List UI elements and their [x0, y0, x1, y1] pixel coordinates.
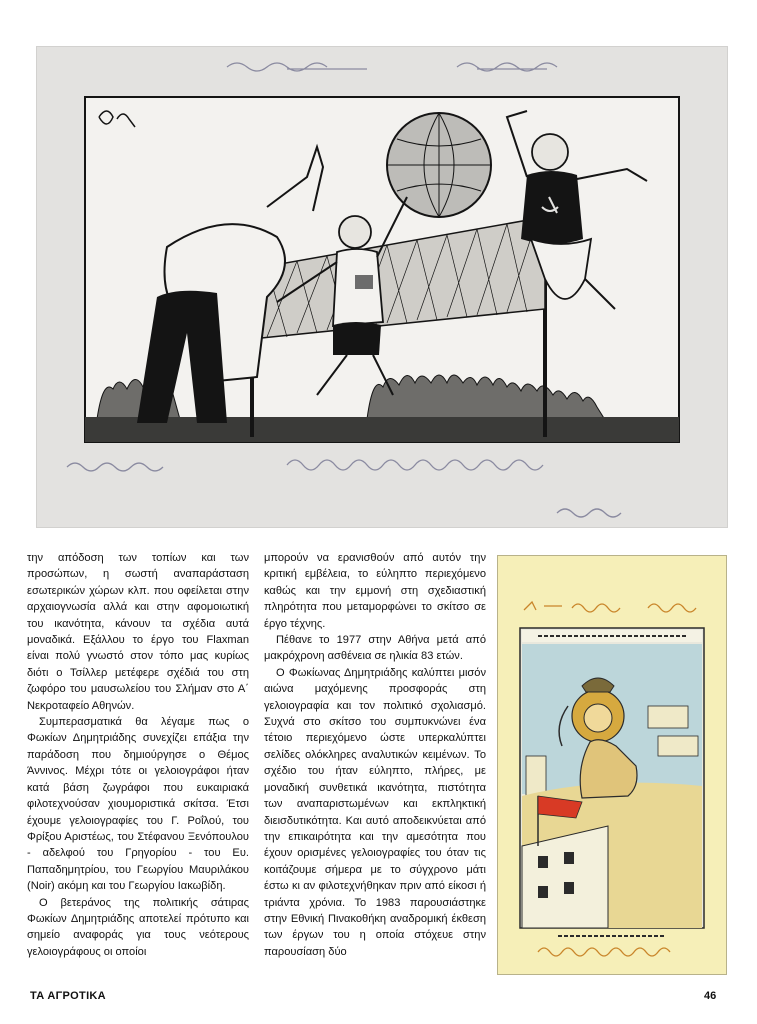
paragraph: Ο βετεράνος της πολιτικής σάτιρας Φωκίων Δημητριάδης αποτελεί πρότυπο και σημείο αναφοράς για τους νεότερους γελοιογράφους οι οποίοι [27, 896, 249, 958]
page-number: 46 [704, 990, 717, 1002]
paragraph: Ο Φωκίωνας Δημητριάδης καλύπτει μισόν αιώνα μαχόμενης προσφοράς στη γελοιογραφία και τον πολιτικό σχολιασμό. Συχνά στο σκίτσο του συμπυκνώνει ένα τέτοιο περιεχόμενο ώστε υπερκαλύπτει σελίδες ολόκληρες αναλυτικών κειμένων. Το σχέδιο του ήταν εύληπτο, πλήρες, με μοναδική συνθετικά ικανότητα, πιστότητα των αναπαριστωμένων και εκπληκτική διεισδυτικότητα. Και αυτό αποδεικνύεται από την επικαιρότητα και την αμεσότητα που έχουν ορισμένες γελοιογραφίες του όταν τις κοιτάζουμε σήμερα με το σύγχρονο μάτι έστω κι αν φιλοτεχνήθηκαν πριν από είκοσι ή τριάντα χρόνια. Το 1983 παρουσιάστηκε στην Εθνική Πινακοθήκη αναδρομική έκθεση των έργων του η οποία στόχευε στην παρουσίαση δύο [264, 666, 486, 958]
stadium-ground [85, 417, 679, 442]
handwritten-title-top [524, 602, 696, 612]
king-of-the-desert-cartoon [497, 555, 727, 975]
lion-cartoon-illustration [498, 556, 726, 974]
handwritten-caption-top [227, 63, 557, 71]
paragraph: την απόδοση των τοπίων και των προσώπων, η σωστή αναπαράσταση εσωτερικών χώρων κλπ. που οφείλεται στην αρχαιογνωσία αλλά και στην αφομοιωτική του ικανότητα, κάνουν τα σχέδια αυτά μοναδικά. Εξάλλου το έργο του Flaxman είναι πολύ γνωστό στον τόπο μας κυρίως διότι ο Τσίλλερ μετέφερε σχέδιά του στη ζωφόρο του μαυσωλείου του Σλήμαν στο Α΄ Νεκροταφείο Αθηνών. [27, 552, 249, 712]
handwritten-title-bottom [538, 948, 670, 956]
paragraph: Πέθανε το 1977 στην Αθήνα μετά από μακρόχρονη ασθένεια σε ηλικία 83 ετών. [264, 634, 486, 663]
volleyball-cartoon-illustration [37, 47, 727, 527]
paragraph: Συμπερασματικά θα λέγαμε πως ο Φωκίων Δημητριάδης συνεχίζει επάξια την παράδοση που δημιούργησε ο Θέμος Άννινος. Μέχρι τότε οι γελοιογράφοι ήταν κατά βάση ζωγράφοι που ευκαιριακά φιλοτεχνούσαν χιουμοριστικά σκίτσα. Έτσι έχουμε γελοιογραφίες του Γ. Ροΐλού, του Φρίξου Αριστέως, του Στέφανου Ξενόπουλου - αδελφού του Γρηγορίου - του Ευ. Παπαδημητρίου, του Γεωργίου Μαυριλάκου (Noir) ακόμη και του Γεωργίου Ιακωβίδη. [27, 716, 249, 893]
publication-name: ΤΑ ΑΓΡΟΤΙΚΑ [30, 990, 106, 1002]
globe-ball [387, 113, 491, 217]
article-column-left [27, 550, 249, 960]
handwritten-caption-bottom [67, 460, 621, 517]
paragraph: μπορούν να ερανισθούν από αυτόν την κριτική εμβέλεια, το εύληπτο περιεχόμενο καθώς και την εμμονή στη σχεδιαστική πληρότητα που μεταμορφώνει το σκίτσο σε έργο τέχνης. [264, 552, 486, 630]
article-column-right [264, 550, 486, 960]
volleyball-cartoon-scan [36, 46, 728, 528]
